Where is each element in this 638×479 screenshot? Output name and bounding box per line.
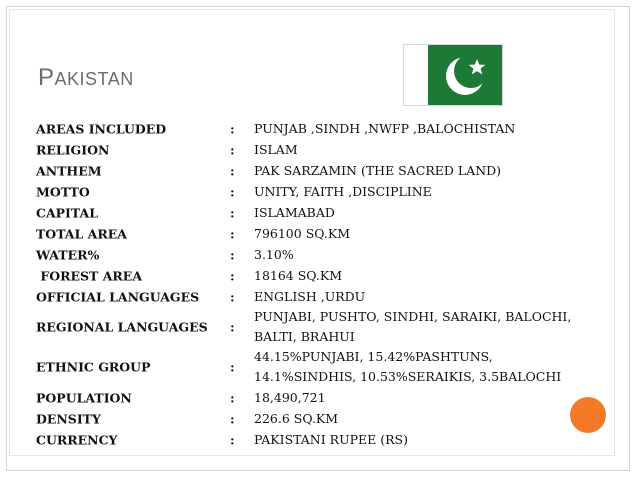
info-row xyxy=(36,139,596,160)
row-separator: : xyxy=(230,247,235,262)
row-separator: : xyxy=(230,142,235,157)
row-label: ETHNIC GROUP xyxy=(36,359,151,375)
row-value-line: BALTI, BRAHUI xyxy=(254,329,355,344)
info-row xyxy=(36,387,596,408)
row-separator: : xyxy=(230,205,235,220)
info-row xyxy=(36,286,596,307)
row-value-line: PUNJABI, PUSHTO, SINDHI, SARAIKI, BALOCHI, xyxy=(254,309,572,324)
info-table xyxy=(36,118,596,450)
row-value xyxy=(254,307,571,347)
row-separator: : xyxy=(230,268,235,283)
row-value xyxy=(254,266,342,286)
pakistan-flag-icon xyxy=(403,44,503,106)
row-value-line: 226.6 SQ.KM xyxy=(254,410,339,426)
row-label: AREAS INCLUDED xyxy=(36,121,167,136)
row-value-line: ENGLISH ,URDU xyxy=(254,288,366,304)
row-label: POPULATION xyxy=(36,390,132,405)
row-value-line: ISLAMABAD xyxy=(254,204,335,220)
decorative-orange-circle xyxy=(570,397,606,433)
row-value xyxy=(254,347,561,387)
info-row xyxy=(36,118,596,139)
info-row xyxy=(36,223,596,244)
info-row xyxy=(36,181,596,202)
info-row xyxy=(36,265,596,286)
page-title-initial: P xyxy=(38,64,55,91)
row-label: MOTTO xyxy=(36,184,90,199)
row-label: CURRENCY xyxy=(36,432,118,447)
row-value-line: 18,490,721 xyxy=(254,389,326,405)
row-value-line: 44.15%PUNJABI, 15.42%PASHTUNS, xyxy=(254,349,493,364)
row-value-line: 3.10% xyxy=(254,246,294,262)
row-label: DENSITY xyxy=(36,411,101,426)
row-label: OFFICIAL LANGUAGES xyxy=(36,289,200,304)
info-row xyxy=(36,408,596,429)
row-separator: : xyxy=(230,359,235,375)
row-label: CAPITAL xyxy=(36,205,98,220)
row-value xyxy=(254,430,408,450)
row-value-line: PUNJAB ,SINDH ,NWFP ,BALOCHISTAN xyxy=(254,120,516,136)
info-row xyxy=(36,429,596,450)
row-value xyxy=(254,388,326,408)
row-value-line: 796100 SQ.KM xyxy=(254,225,350,241)
row-value xyxy=(254,161,501,181)
info-row xyxy=(36,307,596,347)
row-label: ANTHEM xyxy=(36,163,102,178)
row-value xyxy=(254,245,294,265)
row-value-line: ISLAM xyxy=(254,141,298,157)
row-separator: : xyxy=(230,289,235,304)
row-separator: : xyxy=(230,411,235,426)
row-separator: : xyxy=(230,319,235,335)
page-title xyxy=(38,64,134,92)
row-label: REGIONAL LANGUAGES xyxy=(36,319,208,335)
row-value xyxy=(254,409,338,429)
row-value xyxy=(254,203,335,223)
row-separator: : xyxy=(230,121,235,136)
row-value xyxy=(254,287,365,307)
row-label: TOTAL AREA xyxy=(36,226,127,241)
row-value-line: 14.1%SINDHIS, 10.53%SERAIKIS, 3.5BALOCHI xyxy=(254,369,562,384)
page-title-rest: AKISTAN xyxy=(54,69,134,89)
row-value xyxy=(254,140,298,160)
row-value-line: UNITY, FAITH ,DISCIPLINE xyxy=(254,183,432,199)
row-value xyxy=(254,119,515,139)
info-row xyxy=(36,347,596,387)
row-value-line: PAK SARZAMIN (THE SACRED LAND) xyxy=(254,162,502,178)
row-separator: : xyxy=(230,184,235,199)
row-label: RELIGION xyxy=(36,142,110,157)
row-value xyxy=(254,182,432,202)
row-value-line: 18164 SQ.KM xyxy=(254,267,343,283)
row-label: FOREST AREA xyxy=(36,268,143,283)
row-separator: : xyxy=(230,163,235,178)
row-value-line: PAKISTANI RUPEE (RS) xyxy=(254,431,408,447)
row-separator: : xyxy=(230,390,235,405)
row-label: WATER% xyxy=(36,247,100,262)
row-value xyxy=(254,224,350,244)
info-row xyxy=(36,160,596,181)
info-row xyxy=(36,202,596,223)
row-separator: : xyxy=(230,226,235,241)
info-row xyxy=(36,244,596,265)
row-separator: : xyxy=(230,432,235,447)
